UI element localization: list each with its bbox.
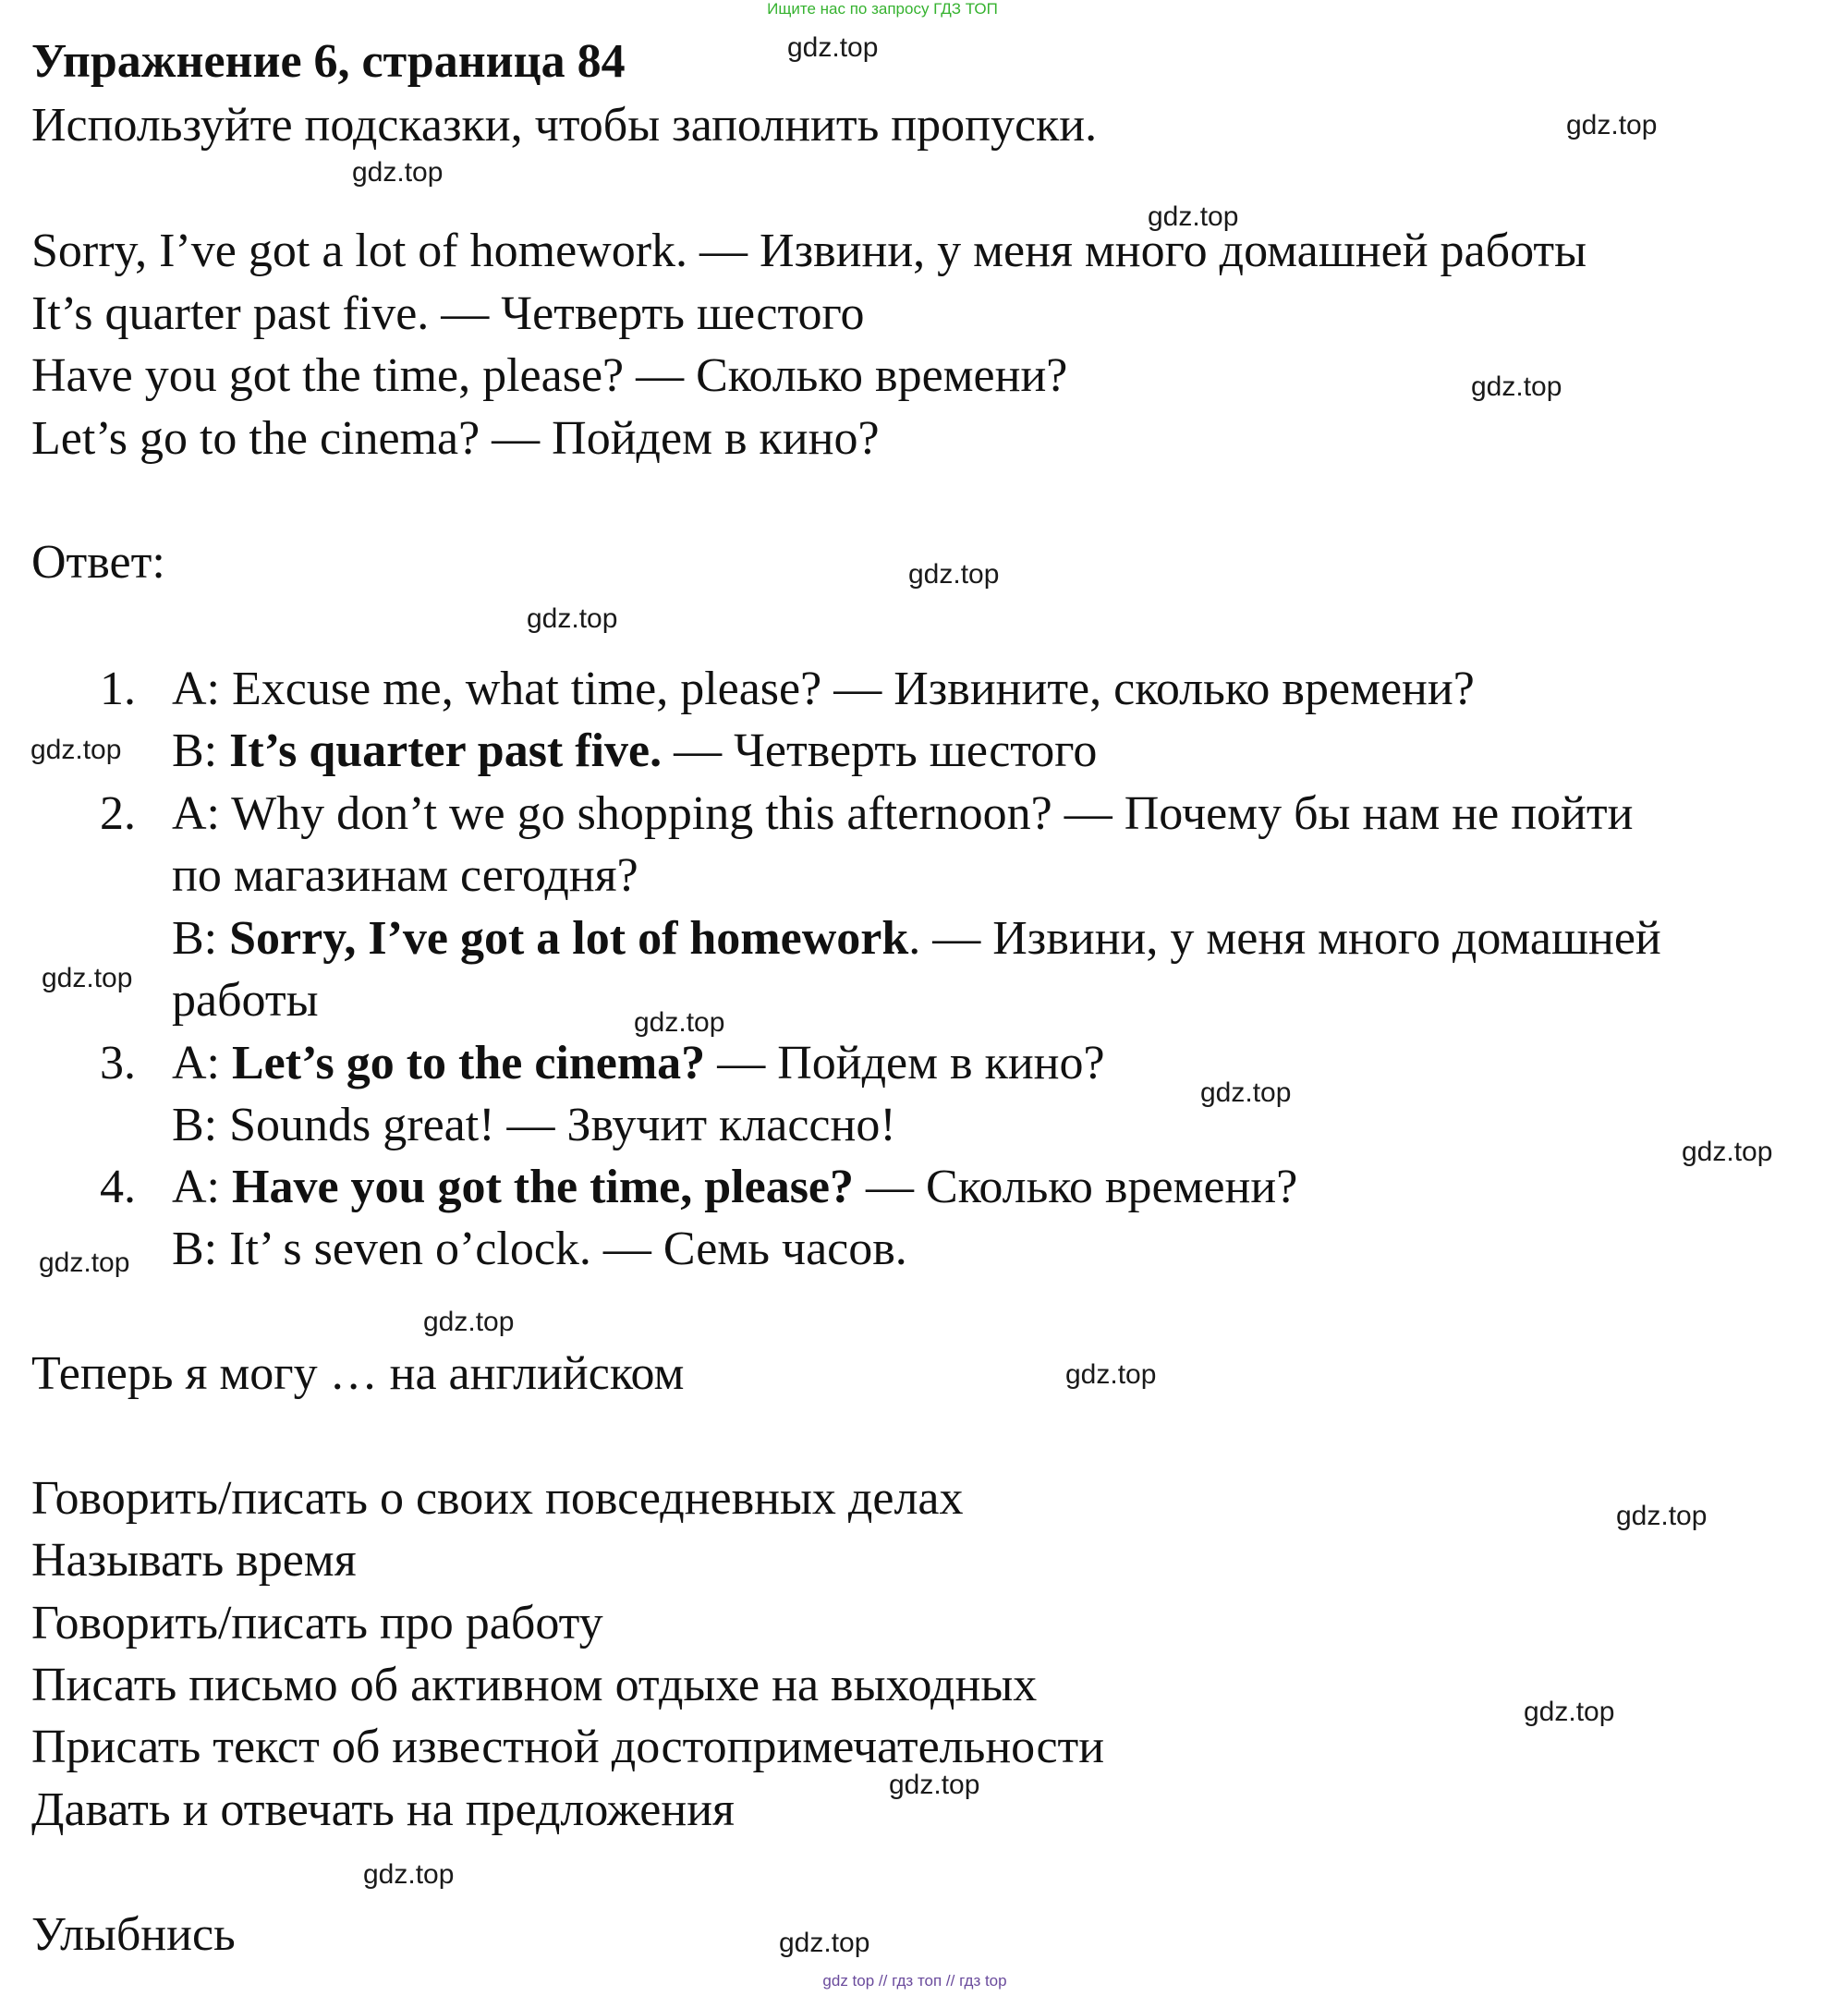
answer-bold: Let’s go to the cinema?: [232, 1037, 706, 1089]
dialogue-line-a: A: Have you got the time, please? — Сколько времени?: [172, 1161, 1298, 1213]
watermark: gdz.top: [39, 1248, 130, 1278]
watermark: gdz.top: [1065, 1359, 1157, 1390]
watermark: gdz.top: [787, 32, 879, 63]
answer-bold: It’s quarter past five.: [229, 724, 663, 777]
watermark: gdz.top: [352, 157, 444, 188]
watermark: gdz.top: [889, 1770, 980, 1800]
watermark: gdz.top: [634, 1007, 725, 1038]
dialogue-line-a: A: Why don’t we go shopping this afternoon? — Почему бы нам не пойти: [172, 787, 1634, 840]
now-i-can-heading: Теперь я могу … на английском: [31, 1347, 685, 1400]
watermark: gdz.top: [1566, 110, 1658, 140]
watermark: gdz.top: [1148, 201, 1239, 232]
skill-item: Присать текст об известной достопримечательности: [31, 1721, 1105, 1773]
top-search-banner: Ищите нас по запросу ГДЗ ТОП: [767, 0, 998, 18]
dialogue-number: 2.: [100, 787, 136, 840]
watermark: gdz.top: [363, 1859, 455, 1890]
dialogue-number: 4.: [100, 1161, 136, 1213]
watermark: gdz.top: [423, 1307, 515, 1337]
page-title: Упражнение 6, страница 84: [31, 35, 626, 88]
watermark: gdz.top: [1471, 371, 1562, 402]
footer-links: gdz top // гдз топ // гдз top: [822, 1972, 1007, 1990]
watermark: gdz.top: [1200, 1077, 1292, 1108]
answer-label: Ответ:: [31, 536, 165, 589]
hint-line: Let’s go to the cinema? — Пойдем в кино?: [31, 412, 880, 465]
dialogue-line-b: B: Sounds great! — Звучит классно!: [172, 1099, 896, 1151]
dialogue-line-b: B: It’s quarter past five. — Четверть шестого: [172, 724, 1098, 777]
dialogue-line-a-cont: по магазинам сегодня?: [172, 849, 638, 902]
instruction-text: Используйте подсказки, чтобы заполнить пропуски.: [31, 99, 1098, 152]
dialogue-number: 3.: [100, 1037, 136, 1089]
hint-line: Have you got the time, please? — Сколько времени?: [31, 349, 1068, 402]
dialogue-line-a: A: Let’s go to the cinema? — Пойдем в кино?: [172, 1037, 1105, 1089]
hint-line: Sorry, I’ve got a lot of homework. — Извини, у меня много домашней работы: [31, 225, 1587, 277]
watermark: gdz.top: [30, 735, 122, 765]
watermark: gdz.top: [1524, 1697, 1615, 1727]
dialogue-line-b-cont: работы: [172, 974, 319, 1027]
dialogue-line-b: B: Sorry, I’ve got a lot of homework. — Извини, у меня много домашней: [172, 912, 1661, 965]
answer-bold: Sorry, I’ve got a lot of homework: [229, 912, 909, 965]
answer-bold: Have you got the time, please?: [232, 1161, 855, 1213]
skill-item: Говорить/писать о своих повседневных делах: [31, 1472, 964, 1525]
skill-item: Говорить/писать про работу: [31, 1597, 603, 1649]
smile-heading: Улыбнись: [31, 1908, 236, 1961]
skill-item: Писать письмо об активном отдыхе на выходных: [31, 1659, 1038, 1711]
watermark: gdz.top: [527, 603, 618, 634]
dialogue-line-b: B: It’ s seven o’clock. — Семь часов.: [172, 1223, 907, 1275]
watermark: gdz.top: [1682, 1137, 1773, 1167]
watermark: gdz.top: [908, 559, 1000, 590]
hint-line: It’s quarter past five. — Четверть шестого: [31, 287, 865, 340]
skill-item: Давать и отвечать на предложения: [31, 1783, 735, 1836]
dialogue-line-a: A: Excuse me, what time, please? — Извините, сколько времени?: [172, 663, 1475, 715]
watermark: gdz.top: [42, 963, 133, 993]
watermark: gdz.top: [1616, 1501, 1708, 1531]
dialogue-number: 1.: [100, 663, 136, 715]
watermark: gdz.top: [779, 1928, 870, 1958]
skill-item: Называть время: [31, 1534, 357, 1587]
